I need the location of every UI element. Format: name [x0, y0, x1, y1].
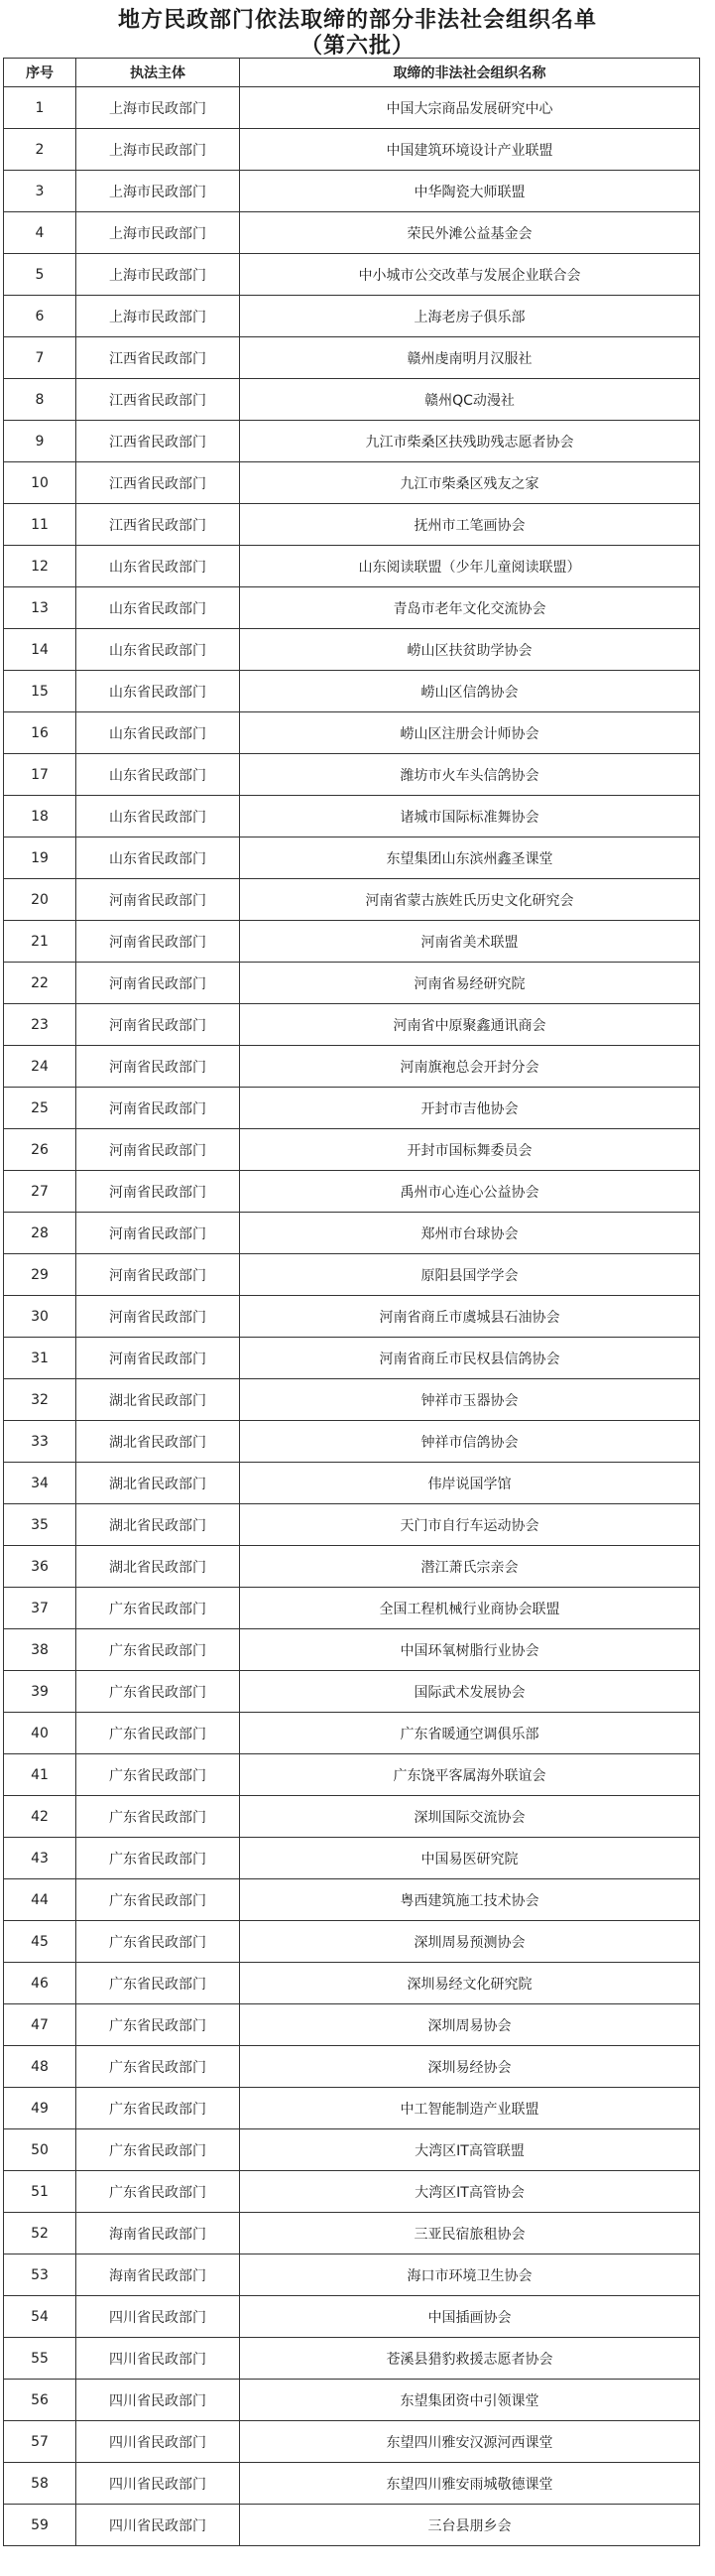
cell-authority: 上海市民政部门 [76, 212, 240, 254]
page-title [0, 0, 715, 58]
cell-index: 2 [4, 129, 76, 171]
cell-authority: 湖北省民政部门 [76, 1546, 240, 1588]
cell-organization: 大湾区IT高管联盟 [240, 2129, 700, 2171]
cell-organization: 东望集团山东滨州鑫圣课堂 [240, 837, 700, 879]
cell-organization: 中工智能制造产业联盟 [240, 2088, 700, 2129]
cell-organization: 潍坊市火车头信鸽协会 [240, 754, 700, 796]
cell-authority: 海南省民政部门 [76, 2213, 240, 2254]
table-row [4, 587, 700, 629]
cell-authority: 河南省民政部门 [76, 1171, 240, 1213]
cell-index: 50 [4, 2129, 76, 2171]
cell-index: 16 [4, 712, 76, 754]
table-row [4, 2213, 700, 2254]
cell-organization: 深圳易经文化研究院 [240, 1963, 700, 2004]
table-row [4, 1421, 700, 1463]
cell-index: 51 [4, 2171, 76, 2213]
cell-index: 24 [4, 1046, 76, 1088]
cell-organization: 崂山区扶贫助学协会 [240, 629, 700, 671]
table-row [4, 504, 700, 546]
cell-organization: 钟祥市玉器协会 [240, 1379, 700, 1421]
cell-index: 31 [4, 1338, 76, 1379]
cell-authority: 山东省民政部门 [76, 796, 240, 837]
table-row [4, 2088, 700, 2129]
cell-authority: 河南省民政部门 [76, 879, 240, 921]
table-row [4, 671, 700, 712]
cell-organization: 三台县朋乡会 [240, 2505, 700, 2546]
cell-authority: 江西省民政部门 [76, 421, 240, 462]
cell-organization: 钟祥市信鸽协会 [240, 1421, 700, 1463]
cell-index: 7 [4, 337, 76, 379]
table-row [4, 1254, 700, 1296]
cell-organization: 青岛市老年文化交流协会 [240, 587, 700, 629]
cell-index: 30 [4, 1296, 76, 1338]
cell-authority: 四川省民政部门 [76, 2463, 240, 2505]
table-row [4, 212, 700, 254]
cell-organization: 诸城市国际标准舞协会 [240, 796, 700, 837]
table-row [4, 462, 700, 504]
table-row [4, 879, 700, 921]
cell-index: 4 [4, 212, 76, 254]
cell-authority: 广东省民政部门 [76, 2046, 240, 2088]
table-row [4, 2171, 700, 2213]
cell-index: 15 [4, 671, 76, 712]
cell-authority: 山东省民政部门 [76, 712, 240, 754]
cell-organization: 广东饶平客属海外联谊会 [240, 1754, 700, 1796]
table-row [4, 963, 700, 1004]
cell-organization: 河南旗袍总会开封分会 [240, 1046, 700, 1088]
cell-organization: 河南省蒙古族姓氏历史文化研究会 [240, 879, 700, 921]
cell-index: 9 [4, 421, 76, 462]
cell-index: 3 [4, 171, 76, 212]
cell-index: 25 [4, 1088, 76, 1129]
cell-authority: 江西省民政部门 [76, 504, 240, 546]
table-row [4, 87, 700, 129]
cell-authority: 江西省民政部门 [76, 337, 240, 379]
cell-authority: 湖北省民政部门 [76, 1463, 240, 1504]
cell-index: 28 [4, 1213, 76, 1254]
cell-authority: 上海市民政部门 [76, 129, 240, 171]
cell-organization: 赣州QC动漫社 [240, 379, 700, 421]
table-row [4, 1629, 700, 1671]
cell-index: 14 [4, 629, 76, 671]
cell-organization: 粤西建筑施工技术协会 [240, 1879, 700, 1921]
cell-index: 29 [4, 1254, 76, 1296]
cell-organization: 全国工程机械行业商协会联盟 [240, 1588, 700, 1629]
cell-index: 53 [4, 2254, 76, 2296]
table-row [4, 1754, 700, 1796]
cell-index: 42 [4, 1796, 76, 1838]
cell-authority: 广东省民政部门 [76, 1629, 240, 1671]
table-row [4, 1796, 700, 1838]
cell-organization: 上海老房子俱乐部 [240, 296, 700, 337]
cell-authority: 广东省民政部门 [76, 2004, 240, 2046]
table-row [4, 1504, 700, 1546]
table-header-row [4, 59, 700, 87]
table-row [4, 1546, 700, 1588]
cell-index: 56 [4, 2380, 76, 2421]
cell-authority: 江西省民政部门 [76, 462, 240, 504]
cell-index: 57 [4, 2421, 76, 2463]
cell-authority: 上海市民政部门 [76, 254, 240, 296]
cell-organization: 原阳县国学学会 [240, 1254, 700, 1296]
cell-organization: 深圳周易预测协会 [240, 1921, 700, 1963]
cell-authority: 河南省民政部门 [76, 1254, 240, 1296]
cell-organization: 三亚民宿旅租协会 [240, 2213, 700, 2254]
cell-authority: 山东省民政部门 [76, 629, 240, 671]
cell-index: 52 [4, 2213, 76, 2254]
table-row [4, 837, 700, 879]
cell-authority: 湖北省民政部门 [76, 1421, 240, 1463]
cell-authority: 广东省民政部门 [76, 2171, 240, 2213]
table-row [4, 546, 700, 587]
cell-authority: 四川省民政部门 [76, 2296, 240, 2338]
cell-index: 10 [4, 462, 76, 504]
table-row [4, 1879, 700, 1921]
cell-authority: 江西省民政部门 [76, 379, 240, 421]
table-row [4, 754, 700, 796]
cell-index: 21 [4, 921, 76, 963]
cell-organization: 禹州市心连心公益协会 [240, 1171, 700, 1213]
cell-organization: 开封市吉他协会 [240, 1088, 700, 1129]
table-row [4, 1296, 700, 1338]
cell-index: 8 [4, 379, 76, 421]
cell-authority: 上海市民政部门 [76, 171, 240, 212]
cell-index: 23 [4, 1004, 76, 1046]
table-row [4, 2004, 700, 2046]
cell-index: 49 [4, 2088, 76, 2129]
cell-index: 20 [4, 879, 76, 921]
cell-index: 6 [4, 296, 76, 337]
cell-authority: 广东省民政部门 [76, 1879, 240, 1921]
cell-authority: 广东省民政部门 [76, 1796, 240, 1838]
cell-organization: 崂山区信鸽协会 [240, 671, 700, 712]
cell-organization: 中小城市公交改革与发展企业联合会 [240, 254, 700, 296]
cell-index: 39 [4, 1671, 76, 1713]
cell-organization: 九江市柴桑区残友之家 [240, 462, 700, 504]
cell-index: 45 [4, 1921, 76, 1963]
table-row [4, 2254, 700, 2296]
cell-index: 26 [4, 1129, 76, 1171]
header-index: 序号 [4, 59, 76, 87]
cell-authority: 湖北省民政部门 [76, 1379, 240, 1421]
cell-index: 36 [4, 1546, 76, 1588]
header-organization: 取缔的非法社会组织名称 [240, 59, 700, 87]
cell-authority: 广东省民政部门 [76, 1838, 240, 1879]
table-row [4, 2046, 700, 2088]
cell-authority: 上海市民政部门 [76, 296, 240, 337]
cell-organization: 东望四川雅安汉源河西课堂 [240, 2421, 700, 2463]
cell-index: 47 [4, 2004, 76, 2046]
cell-index: 46 [4, 1963, 76, 2004]
cell-organization: 九江市柴桑区扶残助残志愿者协会 [240, 421, 700, 462]
cell-authority: 河南省民政部门 [76, 1046, 240, 1088]
table-row [4, 1046, 700, 1088]
table-row [4, 1713, 700, 1754]
cell-index: 41 [4, 1754, 76, 1796]
cell-organization: 中华陶瓷大师联盟 [240, 171, 700, 212]
title-line-2: （第六批） [299, 34, 415, 59]
cell-authority: 河南省民政部门 [76, 1213, 240, 1254]
table-row [4, 1588, 700, 1629]
table-row [4, 1129, 700, 1171]
cell-authority: 山东省民政部门 [76, 587, 240, 629]
table-row [4, 1671, 700, 1713]
cell-organization: 中国建筑环境设计产业联盟 [240, 129, 700, 171]
cell-authority: 广东省民政部门 [76, 1754, 240, 1796]
cell-authority: 广东省民政部门 [76, 1921, 240, 1963]
cell-organization: 中国大宗商品发展研究中心 [240, 87, 700, 129]
cell-organization: 深圳国际交流协会 [240, 1796, 700, 1838]
cell-index: 44 [4, 1879, 76, 1921]
organization-table [3, 58, 700, 2546]
table-row [4, 421, 700, 462]
table-row [4, 796, 700, 837]
table-row [4, 129, 700, 171]
table-row [4, 629, 700, 671]
table-row [4, 1213, 700, 1254]
cell-organization: 苍溪县猎豹救援志愿者协会 [240, 2338, 700, 2380]
cell-index: 27 [4, 1171, 76, 1213]
cell-index: 40 [4, 1713, 76, 1754]
cell-authority: 山东省民政部门 [76, 837, 240, 879]
cell-index: 37 [4, 1588, 76, 1629]
cell-authority: 山东省民政部门 [76, 671, 240, 712]
cell-authority: 上海市民政部门 [76, 87, 240, 129]
cell-organization: 东望四川雅安雨城敬德课堂 [240, 2463, 700, 2505]
table-row [4, 2463, 700, 2505]
table-row [4, 171, 700, 212]
cell-organization: 河南省商丘市民权县信鸽协会 [240, 1338, 700, 1379]
cell-index: 35 [4, 1504, 76, 1546]
cell-organization: 中国易医研究院 [240, 1838, 700, 1879]
cell-index: 58 [4, 2463, 76, 2505]
cell-authority: 山东省民政部门 [76, 546, 240, 587]
table-row [4, 2421, 700, 2463]
cell-index: 59 [4, 2505, 76, 2546]
cell-index: 13 [4, 587, 76, 629]
table-row [4, 254, 700, 296]
table-row [4, 1963, 700, 2004]
cell-organization: 开封市国标舞委员会 [240, 1129, 700, 1171]
cell-organization: 伟岸说国学馆 [240, 1463, 700, 1504]
cell-index: 12 [4, 546, 76, 587]
cell-index: 32 [4, 1379, 76, 1421]
table-row [4, 2505, 700, 2546]
cell-authority: 广东省民政部门 [76, 2129, 240, 2171]
cell-organization: 中国插画协会 [240, 2296, 700, 2338]
table-row [4, 2129, 700, 2171]
cell-authority: 山东省民政部门 [76, 754, 240, 796]
table-row [4, 1921, 700, 1963]
cell-authority: 四川省民政部门 [76, 2421, 240, 2463]
cell-index: 43 [4, 1838, 76, 1879]
table-row [4, 712, 700, 754]
cell-organization: 郑州市台球协会 [240, 1213, 700, 1254]
cell-authority: 广东省民政部门 [76, 1588, 240, 1629]
cell-organization: 深圳易经协会 [240, 2046, 700, 2088]
cell-organization: 河南省易经研究院 [240, 963, 700, 1004]
cell-index: 1 [4, 87, 76, 129]
title-line-1: 地方民政部门依法取缔的部分非法社会组织名单 [117, 8, 597, 33]
table-row [4, 1838, 700, 1879]
cell-organization: 荣民外滩公益基金会 [240, 212, 700, 254]
cell-organization: 中国环氧树脂行业协会 [240, 1629, 700, 1671]
table-row [4, 1171, 700, 1213]
cell-authority: 广东省民政部门 [76, 2088, 240, 2129]
table-row [4, 921, 700, 963]
cell-authority: 河南省民政部门 [76, 1129, 240, 1171]
cell-organization: 抚州市工笔画协会 [240, 504, 700, 546]
cell-index: 33 [4, 1421, 76, 1463]
cell-organization: 海口市环境卫生协会 [240, 2254, 700, 2296]
table-row [4, 1088, 700, 1129]
cell-index: 22 [4, 963, 76, 1004]
cell-authority: 四川省民政部门 [76, 2338, 240, 2380]
cell-organization: 国际武术发展协会 [240, 1671, 700, 1713]
cell-organization: 河南省中原聚鑫通讯商会 [240, 1004, 700, 1046]
cell-organization: 赣州虔南明月汉服社 [240, 337, 700, 379]
cell-organization: 广东省暖通空调俱乐部 [240, 1713, 700, 1754]
cell-organization: 深圳周易协会 [240, 2004, 700, 2046]
cell-authority: 广东省民政部门 [76, 1671, 240, 1713]
cell-organization: 河南省美术联盟 [240, 921, 700, 963]
table-row [4, 1338, 700, 1379]
cell-index: 11 [4, 504, 76, 546]
header-authority: 执法主体 [76, 59, 240, 87]
cell-authority: 广东省民政部门 [76, 1963, 240, 2004]
cell-authority: 四川省民政部门 [76, 2505, 240, 2546]
cell-authority: 广东省民政部门 [76, 1713, 240, 1754]
cell-authority: 河南省民政部门 [76, 963, 240, 1004]
cell-authority: 河南省民政部门 [76, 1088, 240, 1129]
cell-index: 48 [4, 2046, 76, 2088]
cell-authority: 河南省民政部门 [76, 1338, 240, 1379]
cell-authority: 河南省民政部门 [76, 1004, 240, 1046]
table-row [4, 1379, 700, 1421]
cell-index: 34 [4, 1463, 76, 1504]
table-row [4, 2338, 700, 2380]
table-row [4, 296, 700, 337]
cell-authority: 河南省民政部门 [76, 921, 240, 963]
cell-organization: 潜江萧氏宗亲会 [240, 1546, 700, 1588]
cell-authority: 四川省民政部门 [76, 2380, 240, 2421]
cell-organization: 崂山区注册会计师协会 [240, 712, 700, 754]
table-row [4, 2296, 700, 2338]
cell-organization: 天门市自行车运动协会 [240, 1504, 700, 1546]
table-row [4, 2380, 700, 2421]
cell-index: 55 [4, 2338, 76, 2380]
cell-index: 18 [4, 796, 76, 837]
table-row [4, 1004, 700, 1046]
table-row [4, 379, 700, 421]
cell-authority: 海南省民政部门 [76, 2254, 240, 2296]
cell-index: 38 [4, 1629, 76, 1671]
table-row [4, 337, 700, 379]
cell-index: 17 [4, 754, 76, 796]
cell-index: 5 [4, 254, 76, 296]
table-row [4, 1463, 700, 1504]
cell-organization: 河南省商丘市虞城县石油协会 [240, 1296, 700, 1338]
cell-organization: 山东阅读联盟（少年儿童阅读联盟） [240, 546, 700, 587]
cell-organization: 东望集团资中引领课堂 [240, 2380, 700, 2421]
cell-authority: 湖北省民政部门 [76, 1504, 240, 1546]
cell-authority: 河南省民政部门 [76, 1296, 240, 1338]
cell-index: 19 [4, 837, 76, 879]
cell-index: 54 [4, 2296, 76, 2338]
cell-organization: 大湾区IT高管协会 [240, 2171, 700, 2213]
